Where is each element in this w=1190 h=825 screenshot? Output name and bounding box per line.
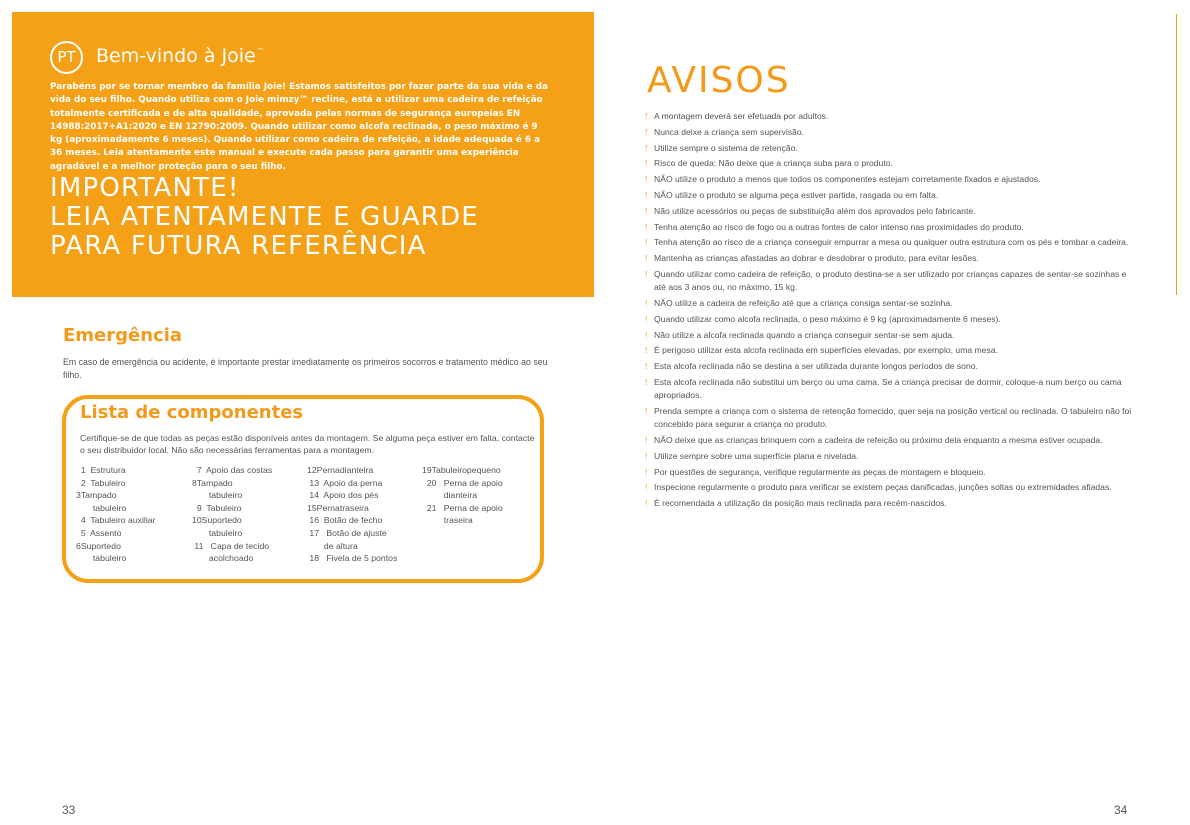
warning-text: NÃO utilize a cadeira de refeição até que a criança consiga sentar-se sozinha. xyxy=(654,297,953,308)
warning-text: Risco de queda: Não deixe que a criança suba para o produto. xyxy=(654,158,893,169)
warning-icon: ! xyxy=(645,450,648,461)
warning-icon: ! xyxy=(645,376,648,387)
warning-text: Mantenha as crianças afastadas ao dobrar e desdobrar o produto, para evitar lesões. xyxy=(654,253,979,264)
warning-text: Tenha atenção ao risco de a criança conseguir empurrar a mesa ou qualquer outra estrutura com os pés e tombar a cadeira. xyxy=(654,237,1129,248)
component-line: tabuleiro xyxy=(192,490,243,501)
emergency-text: Em caso de emergência ou acidente, é importante prestar imediatamente os primeiros socorros e tratamento médico ao seu filho. xyxy=(63,357,548,380)
warning-icon: ! xyxy=(645,174,648,185)
component-line: tabuleiro xyxy=(76,502,127,513)
page-number-right: 34 xyxy=(1114,803,1128,817)
warnings-list xyxy=(645,110,1135,513)
component-line: 12Pernadianteira xyxy=(307,465,374,475)
page-number-left: 33 xyxy=(62,803,76,817)
warning-item xyxy=(645,329,1135,342)
component-line: 21 Perna de apoio xyxy=(422,502,503,513)
component-line: 13 Apoio da perna xyxy=(307,477,383,488)
warning-item xyxy=(645,297,1135,310)
warning-text: Esta alcofa reclinada não se destina a ser utilizada durante longos períodos de sono. xyxy=(654,361,978,372)
warning-text: Quando utilizar como alcofa reclinada, o peso máximo é 9 kg (aproximadamente 6 meses). xyxy=(654,313,1001,324)
warning-icon: ! xyxy=(645,329,648,340)
warning-text: É perigoso utilizar esta alcofa reclinada em superfícies elevadas, por exemplo, uma mesa. xyxy=(654,345,998,356)
warning-text: É recomendada a utilização da posição mais reclinada para recém-nascidos. xyxy=(654,498,947,509)
component-line: 11 Capa de tecido xyxy=(192,540,270,551)
component-line: 19Tabuleiropequeno xyxy=(422,465,501,475)
warning-item xyxy=(645,376,1135,402)
component-line: 16 Botão de fecho xyxy=(307,515,383,526)
warning-text: Não utilize a alcofa reclinada quando a criança conseguir sentar-se sem ajuda. xyxy=(654,329,955,340)
component-line: tabuleiro xyxy=(192,527,243,538)
warning-text: Inspecione regularmente o produto para verificar se existem peças danificadas, junções soltas ou extremidades afiadas. xyxy=(654,482,1112,493)
components-column-3 xyxy=(307,464,422,565)
component-line: 6Suportedo xyxy=(76,540,121,551)
component-line: 20 Perna de apoio xyxy=(422,477,503,488)
warning-item xyxy=(645,344,1135,357)
component-line: tabuleiro xyxy=(76,553,127,564)
warning-icon: ! xyxy=(645,253,648,264)
components-column-1 xyxy=(76,464,191,565)
warning-item xyxy=(645,110,1135,123)
component-line: 14 Apoio dos pés xyxy=(307,490,379,501)
language-badge: PT xyxy=(50,41,83,74)
warning-item xyxy=(645,142,1135,155)
warning-icon: ! xyxy=(645,158,648,169)
component-line: 4 Tabuleiro auxiliar xyxy=(76,515,156,526)
warning-icon: ! xyxy=(645,297,648,308)
warning-item xyxy=(645,173,1135,186)
component-line: traseira xyxy=(422,515,473,526)
warning-item xyxy=(645,205,1135,218)
warning-text: Tenha atenção ao risco de fogo ou a outras fontes de calor intenso nas proximidades do produto. xyxy=(654,221,1024,232)
warning-text: NÃO utilize o produto a menos que todos os componentes estejam corretamente fixados e ajustados. xyxy=(654,174,1041,185)
emergency-title: Emergência xyxy=(63,325,183,346)
component-line: 10Suportedo xyxy=(192,515,242,526)
warning-text: Quando utilizar como cadeira de refeição, o produto destina-se a ser utilizado por crianças capazes de sentar-se sozinhas e até aos 3 anos ou, no máximo, 15 kg. xyxy=(654,268,1127,293)
components-column-2 xyxy=(192,464,307,565)
component-line: 15Pernatraseira xyxy=(307,502,369,513)
warning-icon: ! xyxy=(645,205,648,216)
warning-icon: ! xyxy=(645,313,648,324)
warning-item xyxy=(645,450,1135,463)
warning-icon: ! xyxy=(645,237,648,248)
warning-icon: ! xyxy=(645,126,648,137)
component-line: 17 Botão de ajuste xyxy=(307,527,387,538)
component-line: 5 Assento xyxy=(76,527,122,538)
warning-text: Utilize sempre sobre uma superfície plana e nivelada. xyxy=(654,450,859,461)
trademark-mark: ™ xyxy=(256,47,264,55)
warning-text: Esta alcofa reclinada não substitui um berço ou uma cama. Se a criança precisar de dormir, coloque-a num berço ou cama apropriados. xyxy=(654,376,1122,401)
components-intro: Certifique-se de que todas as peças estão disponíveis antes da montagem. Se alguma peça estiver em falta, contacte o seu distribuidor local. Não são necessárias ferramentas para a montagem. xyxy=(80,433,535,455)
warning-text: Por questões de segurança, verifique regularmente as peças de montagem e bloqueio. xyxy=(654,466,986,477)
warning-item xyxy=(645,268,1135,294)
component-line: 18 Fivela de 5 pontos xyxy=(307,553,398,564)
welcome-intro: Parabéns por se tornar membro da família Joie! Estamos satisfeitos por fazer parte da sua vida e da vida do seu filho. Quando utiliza com o Joie mimzy™ recline, está a utilizar uma cadeira de refeição totalmente certificada e de alta qualidade, aprovada pelas normas de segurança europeias EN 14988:2017+A1:2020 e EN 12790:2009. Quando utilizar como alcofa reclinada, o peso máximo é 9 kg (aproximadamente 6 meses). Quando utilizar como cadeira de refeição, a idade adequada é 6 a 36 meses. Leia atentamente este manual e execute cada passo para garantir uma experiência agradável e a melhor proteção para o seu filho. xyxy=(50,82,548,172)
warning-icon: ! xyxy=(645,434,648,445)
warning-text: Não utilize acessórios ou peças de substituição além dos aprovados pelo fabricante. xyxy=(654,205,976,216)
component-line: 8Tampado xyxy=(192,477,233,488)
warning-icon: ! xyxy=(645,466,648,477)
warning-text: Utilize sempre o sistema de retenção. xyxy=(654,142,798,153)
warning-icon: ! xyxy=(645,111,648,121)
warning-icon: ! xyxy=(645,498,648,509)
warning-item xyxy=(645,221,1135,234)
warning-item xyxy=(645,405,1135,431)
warning-item xyxy=(645,434,1135,447)
warning-item xyxy=(645,466,1135,479)
component-line: de altura xyxy=(307,540,358,551)
warning-icon: ! xyxy=(645,345,648,356)
warning-item xyxy=(645,481,1135,494)
warning-text: Prenda sempre a criança com o sistema de retenção fornecido, quer seja na posição vertical ou reclinada. O tabuleiro não foi concebido para segurar a criança no produto. xyxy=(654,405,1132,430)
warning-text: Nunca deixe a criança sem supervisão. xyxy=(654,126,804,137)
warning-item xyxy=(645,126,1135,139)
warning-item xyxy=(645,236,1135,249)
warning-icon: ! xyxy=(645,482,648,493)
component-line: dianteira xyxy=(422,490,478,501)
components-column-4 xyxy=(422,464,537,527)
warning-icon: ! xyxy=(645,361,648,372)
warning-item xyxy=(645,313,1135,326)
component-line: acolchoado xyxy=(192,553,254,564)
component-line: 7 Apoio das costas xyxy=(192,465,273,475)
components-title: Lista de componentes xyxy=(80,402,304,423)
component-line: 9 Tabuleiro xyxy=(192,502,242,513)
warning-icon: ! xyxy=(645,405,648,416)
warning-item xyxy=(645,157,1135,170)
warning-text: NÃO utilize o produto se alguma peça estiver partida, rasgada ou em falta. xyxy=(654,189,939,200)
warnings-title: AVISOS xyxy=(647,60,791,101)
component-line: 1 Estrutura xyxy=(76,465,126,475)
warning-item xyxy=(645,252,1135,265)
warning-icon: ! xyxy=(645,189,648,200)
warning-item xyxy=(645,497,1135,510)
edge-divider xyxy=(1176,14,1177,295)
component-line: 3Tampado xyxy=(76,490,117,501)
warning-icon: ! xyxy=(645,142,648,153)
warning-item xyxy=(645,360,1135,373)
warning-icon: ! xyxy=(645,221,648,232)
important-heading: IMPORTANTE! LEIA ATENTAMENTE E GUARDE PARA FUTURA REFERÊNCIA xyxy=(50,173,479,261)
warning-text: A montagem deverá ser efetuada por adultos. xyxy=(654,111,829,121)
warning-text: NÃO deixe que as crianças brinquem com a cadeira de refeição ou próximo dela enquanto a mesma estiver ocupada. xyxy=(654,434,1103,445)
component-line: 2 Tabuleiro xyxy=(76,477,126,488)
warning-item xyxy=(645,189,1135,202)
welcome-title: Bem-vindo à Joie™ xyxy=(96,45,264,67)
warning-icon: ! xyxy=(645,268,648,279)
